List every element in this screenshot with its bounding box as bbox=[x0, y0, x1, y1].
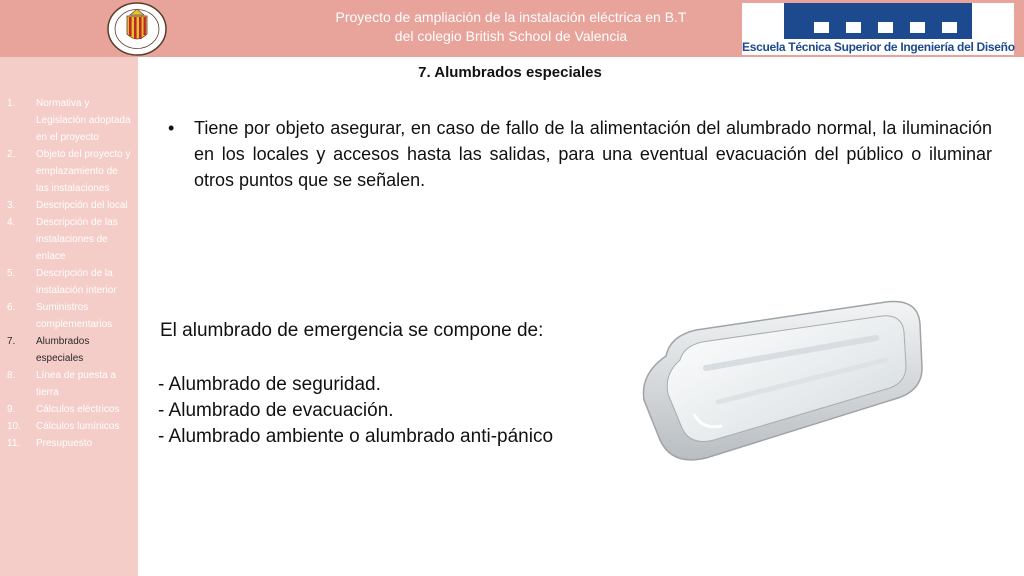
toc-item[interactable]: 2. Objeto del proyecto y emplazamiento de las instalaciones bbox=[7, 149, 131, 194]
bullet-paragraph bbox=[168, 115, 992, 193]
toc-item-active[interactable]: 7. Alumbrados especiales bbox=[7, 336, 90, 364]
toc-item[interactable]: 6. Suministros complementarios bbox=[7, 302, 113, 330]
header-title-line1: Proyecto de ampliación de la instalación eléctrica en B.T bbox=[335, 9, 687, 25]
list-item: - Alumbrado de seguridad. bbox=[158, 374, 381, 395]
header-bar bbox=[0, 0, 1024, 57]
emergency-intro: El alumbrado de emergencia se compone de: bbox=[160, 320, 544, 341]
paragraph-text: Tiene por objeto asegurar, en caso de fallo de la alimentación del alumbrado normal, la iluminación en los locales y accesos hasta las salidas, para una eventual evacuación del público o iluminar otros puntos que se señalen. bbox=[194, 118, 992, 190]
header-title bbox=[280, 8, 742, 46]
toc-item[interactable]: 4. Descripción de las instalaciones de enlace bbox=[7, 217, 118, 262]
header-title-line2: del colegio British School de Valencia bbox=[394, 28, 628, 44]
toc-item[interactable]: 10. Cálculos lumínicos bbox=[7, 421, 120, 432]
university-seal-logo bbox=[106, 2, 168, 56]
toc-item[interactable]: 5. Descripción de la instalación interior bbox=[7, 268, 117, 296]
school-name: Escuela Técnica Superior de Ingeniería del Diseño bbox=[742, 40, 1015, 54]
toc-item[interactable]: 3. Descripción del local bbox=[7, 200, 128, 211]
toc-item[interactable]: 8. Línea de puesta a tierra bbox=[7, 370, 117, 398]
sidebar-toc bbox=[0, 57, 138, 576]
list-item: - Alumbrado de evacuación. bbox=[158, 400, 394, 421]
school-logo-mark bbox=[784, 3, 972, 39]
emergency-types-list bbox=[158, 372, 553, 450]
section-title: 7. Alumbrados especiales bbox=[418, 64, 602, 81]
toc-item[interactable]: 9. Cálculos eléctricos bbox=[7, 404, 120, 415]
bullet-marker: • bbox=[168, 118, 175, 138]
toc-item[interactable]: 11. Presupuesto bbox=[7, 438, 93, 449]
emergency-light-image bbox=[636, 290, 924, 466]
toc-list bbox=[0, 57, 138, 452]
school-logo bbox=[742, 3, 1014, 55]
list-item: - Alumbrado ambiente o alumbrado anti-pánico bbox=[158, 426, 554, 447]
toc-item[interactable]: 1. Normativa y Legislación adoptada en el proyecto bbox=[7, 98, 131, 143]
